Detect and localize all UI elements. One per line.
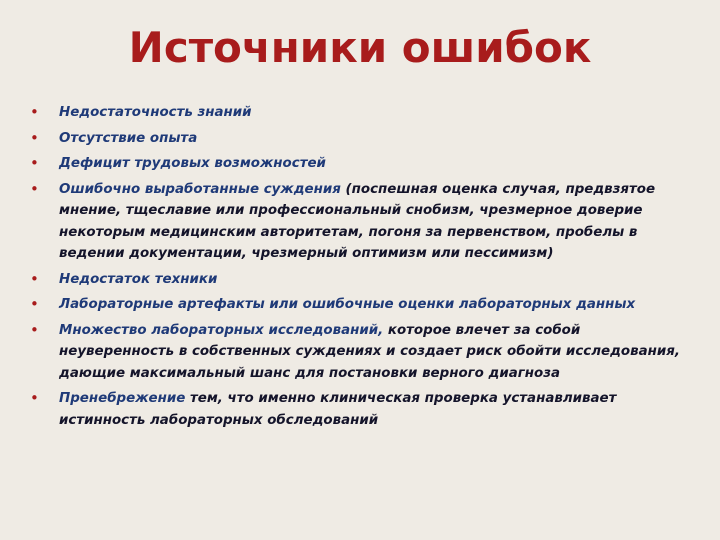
bullet-item: [30, 294, 690, 316]
bullet-item: [30, 269, 690, 291]
bullet-highlight: Ошибочно выработанные суждения: [59, 181, 341, 197]
bullet-highlight: Недостаточность знаний: [59, 105, 252, 120]
bullet-icon: •: [30, 320, 39, 339]
bullet-highlight: Пренебрежение: [59, 391, 186, 406]
bullet-icon: •: [30, 179, 39, 198]
bullet-text: тем, что именно клиническая проверка устанавливает истинность лабораторных обследований: [59, 391, 617, 428]
bullet-item: [30, 320, 690, 385]
bullet-item: [30, 179, 690, 265]
slide-title: Источники ошибок: [128, 23, 592, 72]
bullet-highlight: Отсутствие опыта: [59, 130, 198, 146]
bullet-icon: •: [30, 269, 39, 288]
bullet-item: [30, 153, 690, 175]
bullet-item: [30, 128, 690, 150]
bullet-item: [30, 102, 690, 124]
bullet-highlight: Множество лабораторных исследований,: [59, 322, 384, 338]
bullet-text: которое влечет за собой неуверенность в собственных суждениях и создает риск обойти исследования, дающие максимальный шанс для постановки верного диагноза: [59, 322, 680, 381]
bullet-text: (поспешная оценка случая, предвзятое мнение, тщеславие или профессиональный снобизм, чрезмерное доверие некоторым медицинским авторитетам, погоня за первенством, пробелы в ведении документации, чрезмерный оптимизм или пессимизм): [59, 181, 656, 261]
bullet-highlight: Дефицит трудовых возможностей: [59, 156, 326, 171]
bullet-icon: •: [30, 154, 39, 172]
bullet-list: [30, 102, 690, 435]
bullet-highlight: Недостаток техники: [59, 271, 218, 287]
bullet-icon: •: [30, 389, 39, 407]
bullet-icon: •: [30, 103, 39, 121]
bullet-highlight: Лабораторные артефакты или ошибочные оценки лабораторных данных: [59, 297, 636, 312]
bullet-item: [30, 388, 690, 431]
bullet-icon: •: [30, 295, 39, 313]
bullet-icon: •: [30, 128, 39, 147]
